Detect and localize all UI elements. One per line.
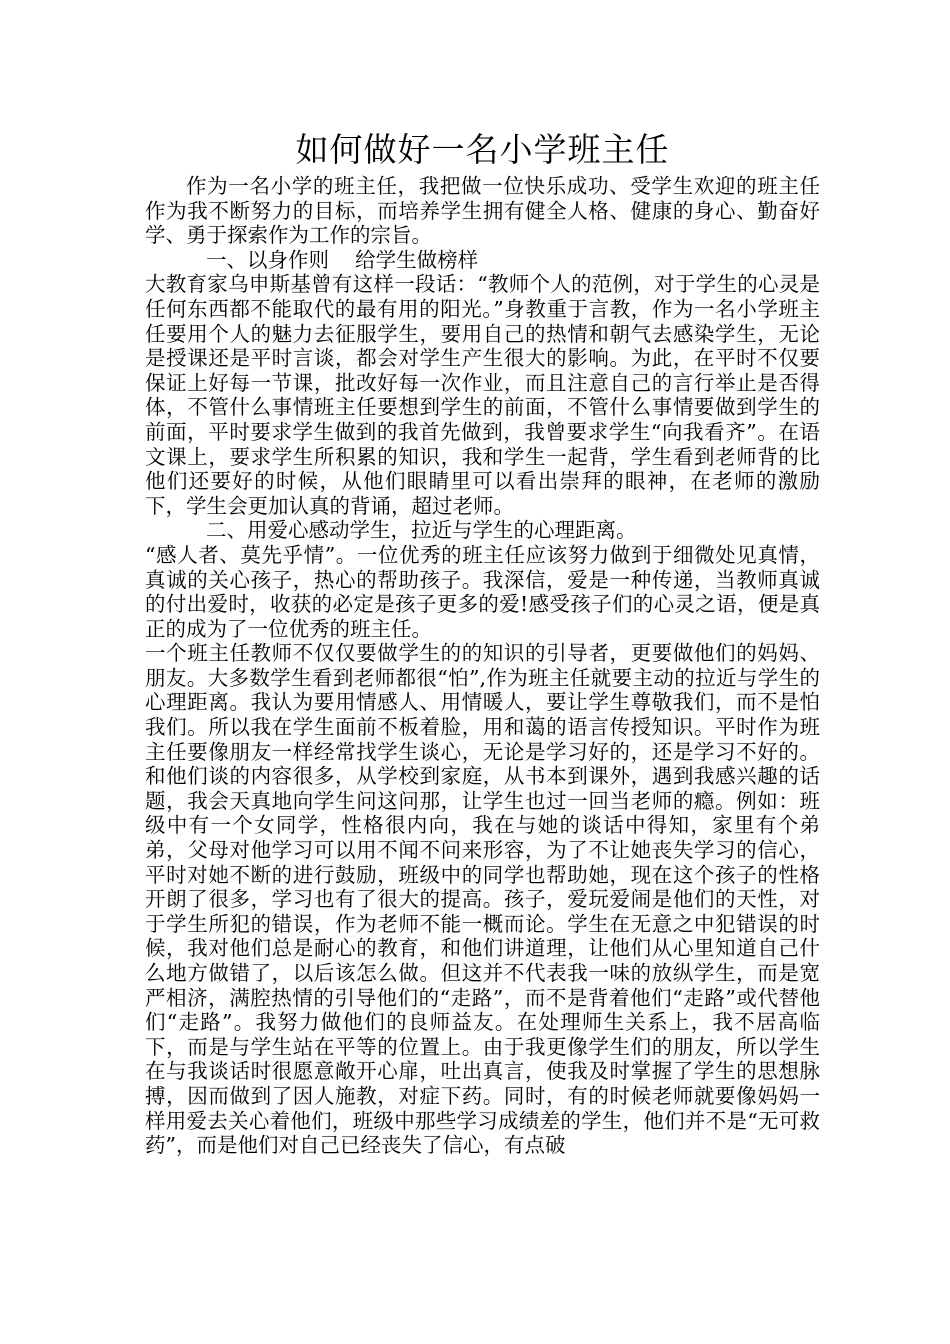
document-title: 如何做好一名小学班主任 xyxy=(295,130,670,169)
section-2-heading: 二、用爱心感动学生，拉近与学生的心理距离。 xyxy=(206,518,637,543)
section-1-heading: 一、以身作则 给学生做榜样 xyxy=(206,247,479,272)
section-2-paragraph-1: “感人者、莫先乎情”。一位优秀的班主任应该努力做到于细微处见真情，真诚的关心孩子，热心的帮助孩子。我深信，爱是一种传递，当教师真诚的付出爱时，收获的必定是孩子更多的爱!感受孩子们的心灵之语，便是真正的成为了一位优秀的班主任。 xyxy=(145,542,820,641)
section-2-paragraph-2: 一个班主任教师不仅仅要做学生的的知识的引导者，更要做他们的妈妈、朋友。大多数学生看到老师都很“怕”,作为班主任就要主动的拉近与学生的心理距离。我认为要用情感人、用情暖人，要让学生尊敬我们，而不是怕我们。所以我在学生面前不板着脸，用和蔼的语言传授知识。平时作为班主任要像朋友一样经常找学生谈心，无论是学习好的，还是学习不好的。和他们谈的内容很多，从学校到家庭，从书本到课外，遇到我感兴趣的话题，我会天真地向学生问这问那，让学生也过一回当老师的瘾。例如：班级中有一个女同学，性格很内向，我在与她的谈话中得知，家里有个弟弟，父母对他学习可以用不闻不问来形容，为了不让她丧失学习的信心，平时对她不断的进行鼓励，班级中的同学也帮助她，现在这个孩子的性格开朗了很多，学习也有了很大的提高。孩子，爱玩爱闹是他们的天性，对于学生所犯的错误，作为老师不能一概而论。学生在无意之中犯错误的时候，我对他们总是耐心的教育，和他们讲道理，让他们从心里知道自己什么地方做错了，以后该怎么做。但这并不代表我一味的放纵学生，而是宽严相济，满腔热情的引导他们的“走路”，而不是背着他们“走路”或代替他们“走路”。我努力做他们的良师益友。在处理师生关系上，我不居高临下，而是与学生站在平等的位置上。由于我更像学生们的朋友，所以学生在与我谈话时很愿意敞开心扉，吐出真言，使我及时掌握了学生的思想脉搏，因而做到了因人施教，对症下药。同时，有的时候老师就要像妈妈一样用爱去关心着他们，班级中那些学习成绩差的学生，他们并不是“无可救药”，而是他们对自己已经丧失了信心，有点破 xyxy=(145,641,820,1158)
document-body xyxy=(145,128,820,1158)
section-1-paragraph: 大教育家乌申斯基曾有这样一段话：“教师个人的范例，对于学生的心灵是任何东西都不能取代的最有用的阳光。”身教重于言教，作为一名小学班主任要用个人的魅力去征服学生，要用自己的热情和朝气去感染学生，无论是授课还是平时言谈，都会对学生产生很大的影响。为此，在平时不仅要保证上好每一节课，批改好每一次作业，而且注意自己的言行举止是否得体，不管什么事情班主任要想到学生的前面，不管什么事情要做到学生的前面，平时要求学生做到的我首先做到，我曾要求学生“向我看齐”。在语文课上，要求学生所积累的知识，我和学生一起背，学生看到老师背的比他们还要好的时候，从他们眼睛里可以看出崇拜的眼神，在老师的激励下，学生会更加认真的背诵，超过老师。 xyxy=(145,272,820,518)
intro-paragraph: 作为一名小学的班主任，我把做一位快乐成功、受学生欢迎的班主任作为我不断努力的目标，而培养学生拥有健全人格、健康的身心、勤奋好学、勇于探索作为工作的宗旨。 xyxy=(145,174,820,248)
